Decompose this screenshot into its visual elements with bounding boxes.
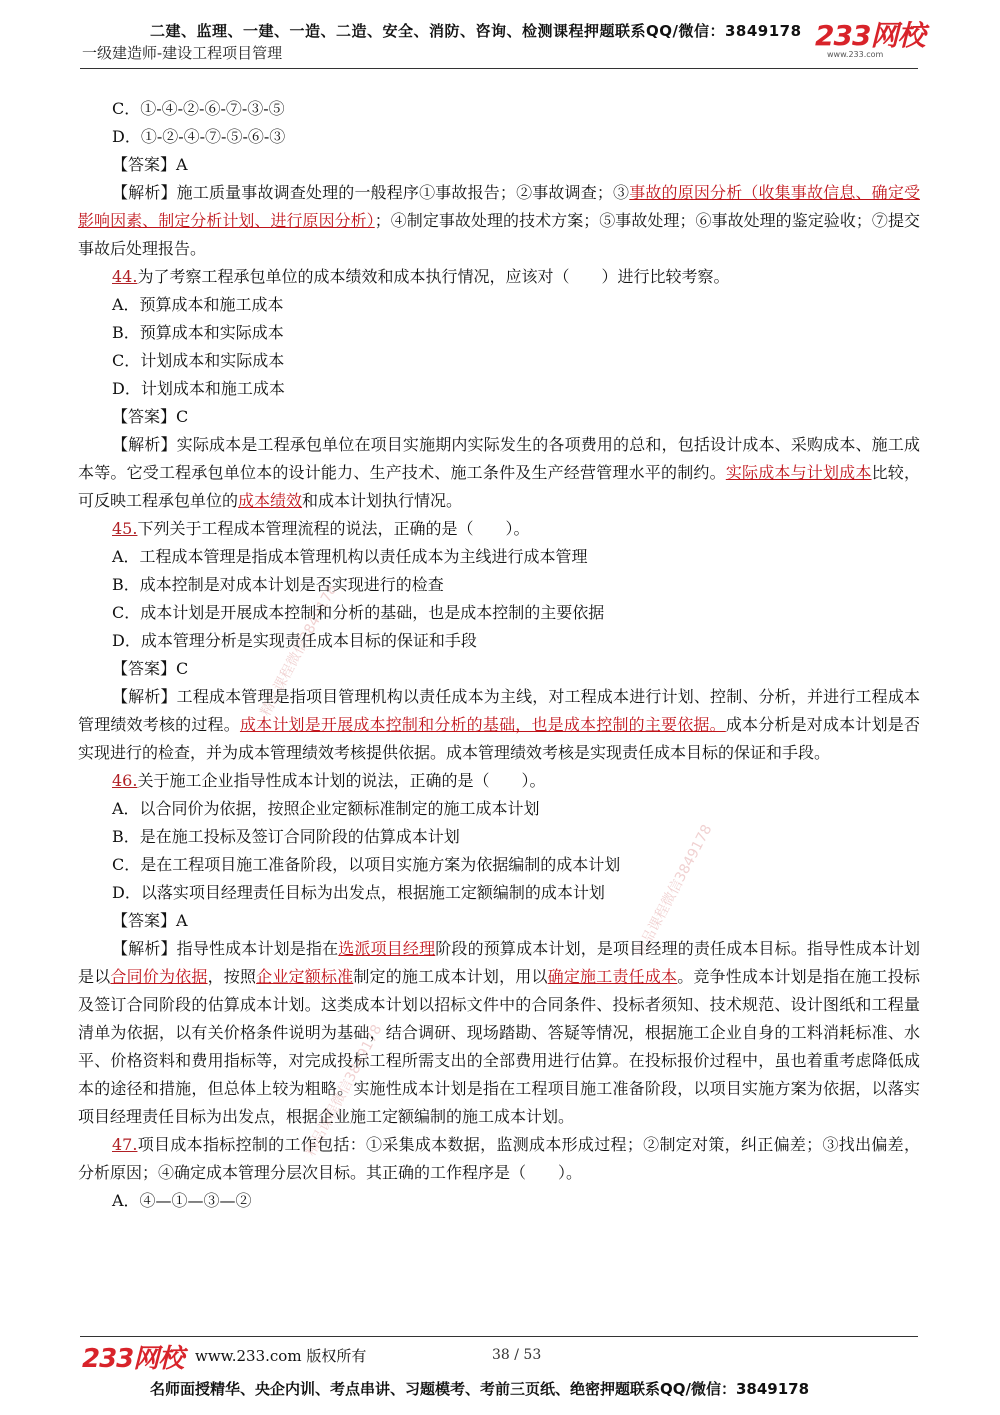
question-text: 为了考察工程承包单位的成本绩效和成本执行情况，应该对（ ）进行比较考察。 bbox=[137, 267, 730, 286]
q43-option-c: C．①-④-②-⑥-⑦-③-⑤ bbox=[112, 99, 285, 118]
q46-answer: 【答案】A bbox=[112, 911, 188, 930]
q44-option-b: B．预算成本和实际成本 bbox=[112, 323, 284, 342]
q46-option-b: B．是在施工投标及签订合同阶段的估算成本计划 bbox=[112, 827, 460, 846]
explanation-text: 制定的施工成本计划，用以 bbox=[353, 967, 548, 986]
q43-option-d: D．①-②-④-⑦-⑤-⑥-③ bbox=[112, 127, 286, 146]
brand-logo[interactable] bbox=[815, 19, 925, 62]
highlight-text: 实际成本与计划成本 bbox=[725, 463, 872, 482]
highlight-text: 确定施工责任成本 bbox=[547, 967, 678, 986]
q47-stem bbox=[78, 1131, 920, 1187]
q45-option-b: B．成本控制是对成本计划是否实现进行的检查 bbox=[112, 575, 444, 594]
q44-answer: 【答案】C bbox=[112, 407, 189, 426]
header-promo: 二建、监理、一建、一造、二造、安全、消防、咨询、检测课程押题联系QQ/微信：3849178 bbox=[150, 22, 802, 40]
explanation-text: 【解析】施工质量事故调查处理的一般程序①事故报告；②事故调查；③ bbox=[112, 183, 630, 202]
header-divider bbox=[80, 68, 918, 69]
explanation-text: 【解析】工程成本管理是指项目管理机构以责任成本为主线，对工程成本进行计划、控制、分析，并进行工程成本管理绩效考核的过程。 bbox=[78, 687, 920, 734]
footer-divider bbox=[80, 1336, 918, 1337]
q44-explanation bbox=[78, 431, 920, 515]
watermark: 精品课程微信3849178 bbox=[257, 582, 341, 719]
footer-logo[interactable]: 233网校 bbox=[82, 1344, 184, 1374]
q44-option-d: D．计划成本和施工成本 bbox=[112, 379, 285, 398]
question-number: 47. bbox=[112, 1135, 138, 1154]
q45-option-a: A．工程成本管理是指成本管理机构以责任成本为主线进行成本管理 bbox=[112, 547, 588, 566]
page-number: 38 / 53 bbox=[492, 1347, 542, 1363]
q46-explanation bbox=[78, 935, 920, 1131]
highlight-text: 选派项目经理 bbox=[338, 939, 436, 958]
q43-answer: 【答案】A bbox=[112, 155, 188, 174]
watermark: 精品课程微信3849178 bbox=[302, 1022, 386, 1159]
explanation-text: 【解析】指导性成本计划是指在 bbox=[112, 939, 339, 958]
q44-option-c: C．计划成本和实际成本 bbox=[112, 351, 285, 370]
question-number: 44. bbox=[112, 267, 138, 286]
logo-text: 233网校 bbox=[815, 19, 925, 52]
question-number: 46. bbox=[112, 771, 138, 790]
q45-answer: 【答案】C bbox=[112, 659, 189, 678]
explanation-text: ；④制定事故处理的技术方案；⑤事故处理；⑥事故处理的鉴定验收；⑦提交事故后处理报告。 bbox=[78, 211, 920, 258]
highlight-text: 成本绩效 bbox=[238, 491, 303, 510]
highlight-text: 事故的原因分析（收集事故信息、确定受影响因素、制定分析计划、进行原因分析） bbox=[78, 183, 920, 230]
document-subtitle: 一级建造师-建设工程项目管理 bbox=[82, 44, 283, 62]
highlight-text: 合同价为依据 bbox=[110, 967, 208, 986]
question-text: 项目成本指标控制的工作包括：①采集成本数据，监测成本形成过程；②制定对策，纠正偏差；③找出偏差，分析原因；④确定成本管理分层次目标。其正确的工作程序是（ ）。 bbox=[78, 1135, 920, 1182]
q44-stem bbox=[78, 263, 920, 291]
q45-stem bbox=[78, 515, 920, 543]
explanation-text: 阶段的预算成本计划，是项目经理的责任成本目标。指导性成本计划是以 bbox=[78, 939, 920, 986]
q44-option-a: A．预算成本和施工成本 bbox=[112, 295, 284, 314]
footer-copyright: www.233.com 版权所有 bbox=[195, 1347, 367, 1365]
q47-option-a: A．④—①—③—② bbox=[112, 1191, 252, 1210]
question-text: 关于施工企业指导性成本计划的说法，正确的是（ ）。 bbox=[137, 771, 546, 790]
q45-option-c: C．成本计划是开展成本控制和分析的基础，也是成本控制的主要依据 bbox=[112, 603, 605, 622]
logo-url: www.233.com bbox=[827, 50, 884, 59]
highlight-text: 成本计划是开展成本控制和分析的基础，也是成本控制的主要依据。 bbox=[239, 715, 726, 734]
question-number: 45. bbox=[112, 519, 138, 538]
explanation-text: 比较，可反映工程承包单位的 bbox=[78, 463, 920, 510]
q46-option-c: C．是在工程项目施工准备阶段，以项目实施方案为依据编制的成本计划 bbox=[112, 855, 621, 874]
highlight-text: 企业定额标准 bbox=[256, 967, 354, 986]
question-text: 下列关于工程成本管理流程的说法，正确的是（ ）。 bbox=[137, 519, 530, 538]
q46-stem bbox=[78, 767, 920, 795]
explanation-text: ，按照 bbox=[207, 967, 257, 986]
explanation-text: 和成本计划执行情况。 bbox=[302, 491, 463, 510]
document-body bbox=[78, 95, 920, 1215]
explanation-text: 。竞争性成本计划是指在施工投标及签订合同阶段的估算成本计划。这类成本计划以招标文件中的合同条件、投标者须知、技术规范、设计图纸和工程量清单为依据，以有关价格条件说明为基础，结合调研、现场踏勘、答疑等情况，根据施工企业自身的工料消耗标准、水平、价格资料和费用指标等，对完成投标工程所需支出的全部费用进行估算。在投标报价过程中，虽也着重考虑降低成本的途径和措施，但总体上较为粗略。实施性成本计划是指在工程项目施工准备阶段，以项目实施方案为依据，以落实项目经理责任目标为出发点，根据企业施工定额编制的施工成本计划。 bbox=[78, 967, 920, 1126]
q46-option-d: D．以落实项目经理责任目标为出发点，根据施工定额编制的成本计划 bbox=[112, 883, 605, 902]
explanation-text: 成本分析是对成本计划是否实现进行的检查，并为成本管理绩效考核提供依据。成本管理绩效考核是实现责任成本目标的保证和手段。 bbox=[78, 715, 920, 762]
q43-explanation bbox=[78, 179, 920, 263]
q45-option-d: D．成本管理分析是实现责任成本目标的保证和手段 bbox=[112, 631, 477, 650]
q46-option-a: A．以合同价为依据，按照企业定额标准制定的施工成本计划 bbox=[112, 799, 540, 818]
explanation-text: 【解析】实际成本是工程承包单位在项目实施期内实际发生的各项费用的总和，包括设计成本、采购成本、施工成本等。它受工程承包单位本的设计能力、生产技术、施工条件及生产经营管理水平的制约。 bbox=[78, 435, 920, 482]
q45-explanation bbox=[78, 683, 920, 767]
watermark: 精品课程微信3849178 bbox=[632, 822, 716, 959]
footer-promo: 名师面授精华、央企内训、考点串讲、习题模考、考前三页纸、绝密押题联系QQ/微信：3849178 bbox=[150, 1380, 810, 1398]
